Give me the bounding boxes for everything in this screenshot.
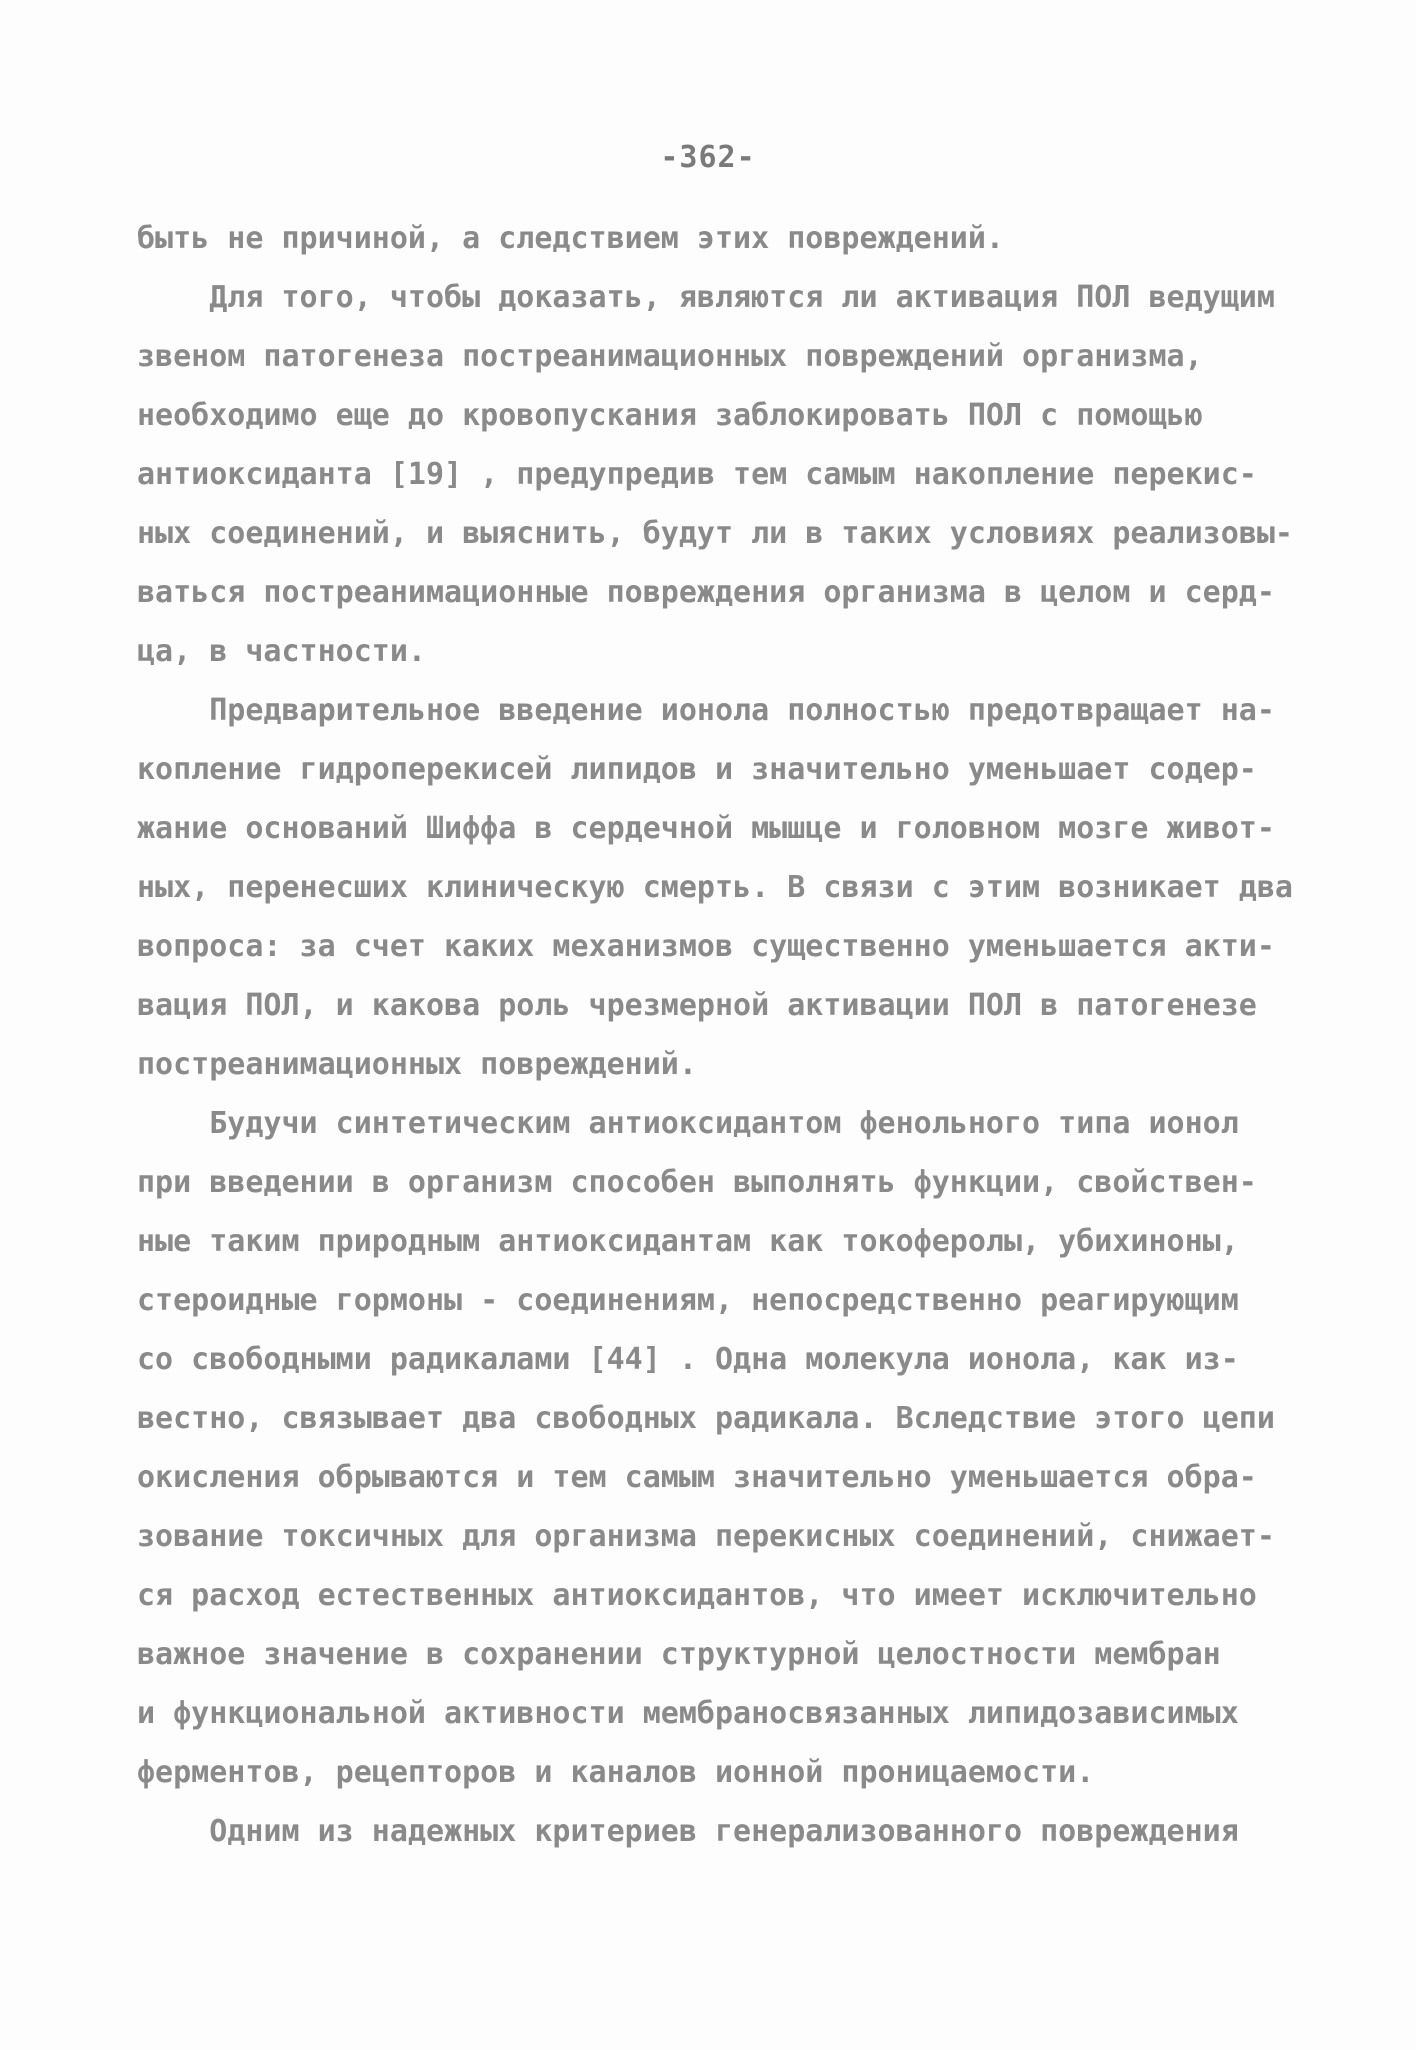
text-line: быть не причиной, а следствием этих повреждений. [137, 221, 1004, 256]
text-line: окисления обрываются и тем самым значительно уменьшается обра- [137, 1460, 1257, 1495]
text-line: зование токсичных для организма перекисных соединений, снижает- [137, 1519, 1275, 1554]
text-line: ферментов, рецепторов и каналов ионной проницаемости. [137, 1755, 1095, 1790]
text-line: ных, перенесших клиническую смерть. В связи с этим возникает два [137, 870, 1293, 905]
text-line: ца, в частности. [137, 634, 426, 669]
page-number: -362- [660, 140, 756, 175]
text-line: со свободными радикалами [44] . Одна молекула ионола, как из- [137, 1342, 1239, 1377]
text-line: необходимо еще до кровопускания заблокировать ПОЛ с помощью [137, 398, 1203, 433]
text-line: вестно, связывает два свободных радикала. Вследствие этого цепи [137, 1401, 1275, 1436]
text-line: и функциональной активности мембраносвязанных липидозависимых [137, 1696, 1239, 1731]
text-line: ся расход естественных антиоксидантов, что имеет исключительно [137, 1578, 1257, 1613]
text-line: Предварительное введение ионола полностью предотвращает на- [137, 693, 1275, 728]
text-line: вация ПОЛ, и какова роль чрезмерной активации ПОЛ в патогенезе [137, 988, 1257, 1023]
body-text [137, 209, 1297, 1861]
text-line: жание оснований Шиффа в сердечной мышце и головном мозге живот- [137, 811, 1275, 846]
text-line: Одним из надежных критериев генерализованного повреждения [137, 1814, 1239, 1849]
text-line: ные таким природным антиоксидантам как токоферолы, убихиноны, [137, 1224, 1239, 1259]
text-line: Будучи синтетическим антиоксидантом фенольного типа ионол [137, 1106, 1239, 1141]
text-line: антиоксиданта [19] , предупредив тем самым накопление перекис- [137, 457, 1257, 492]
text-line: стероидные гормоны - соединениям, непосредственно реагирующим [137, 1283, 1239, 1318]
text-line: ваться постреанимационные повреждения организма в целом и серд- [137, 575, 1275, 610]
text-line: копление гидроперекисей липидов и значительно уменьшает содер- [137, 752, 1257, 787]
text-line: Для того, чтобы доказать, являются ли активация ПОЛ ведущим [137, 280, 1275, 315]
text-line: вопроса: за счет каких механизмов существенно уменьшается акти- [137, 929, 1275, 964]
text-line: постреанимационных повреждений. [137, 1047, 697, 1082]
text-line: важное значение в сохранении структурной целостности мембран [137, 1637, 1221, 1672]
text-line: звеном патогенеза постреанимационных повреждений организма, [137, 339, 1203, 374]
text-line: при введении в организм способен выполнять функции, свойствен- [137, 1165, 1257, 1200]
text-line: ных соединений, и выяснить, будут ли в таких условиях реализовы- [137, 516, 1293, 551]
